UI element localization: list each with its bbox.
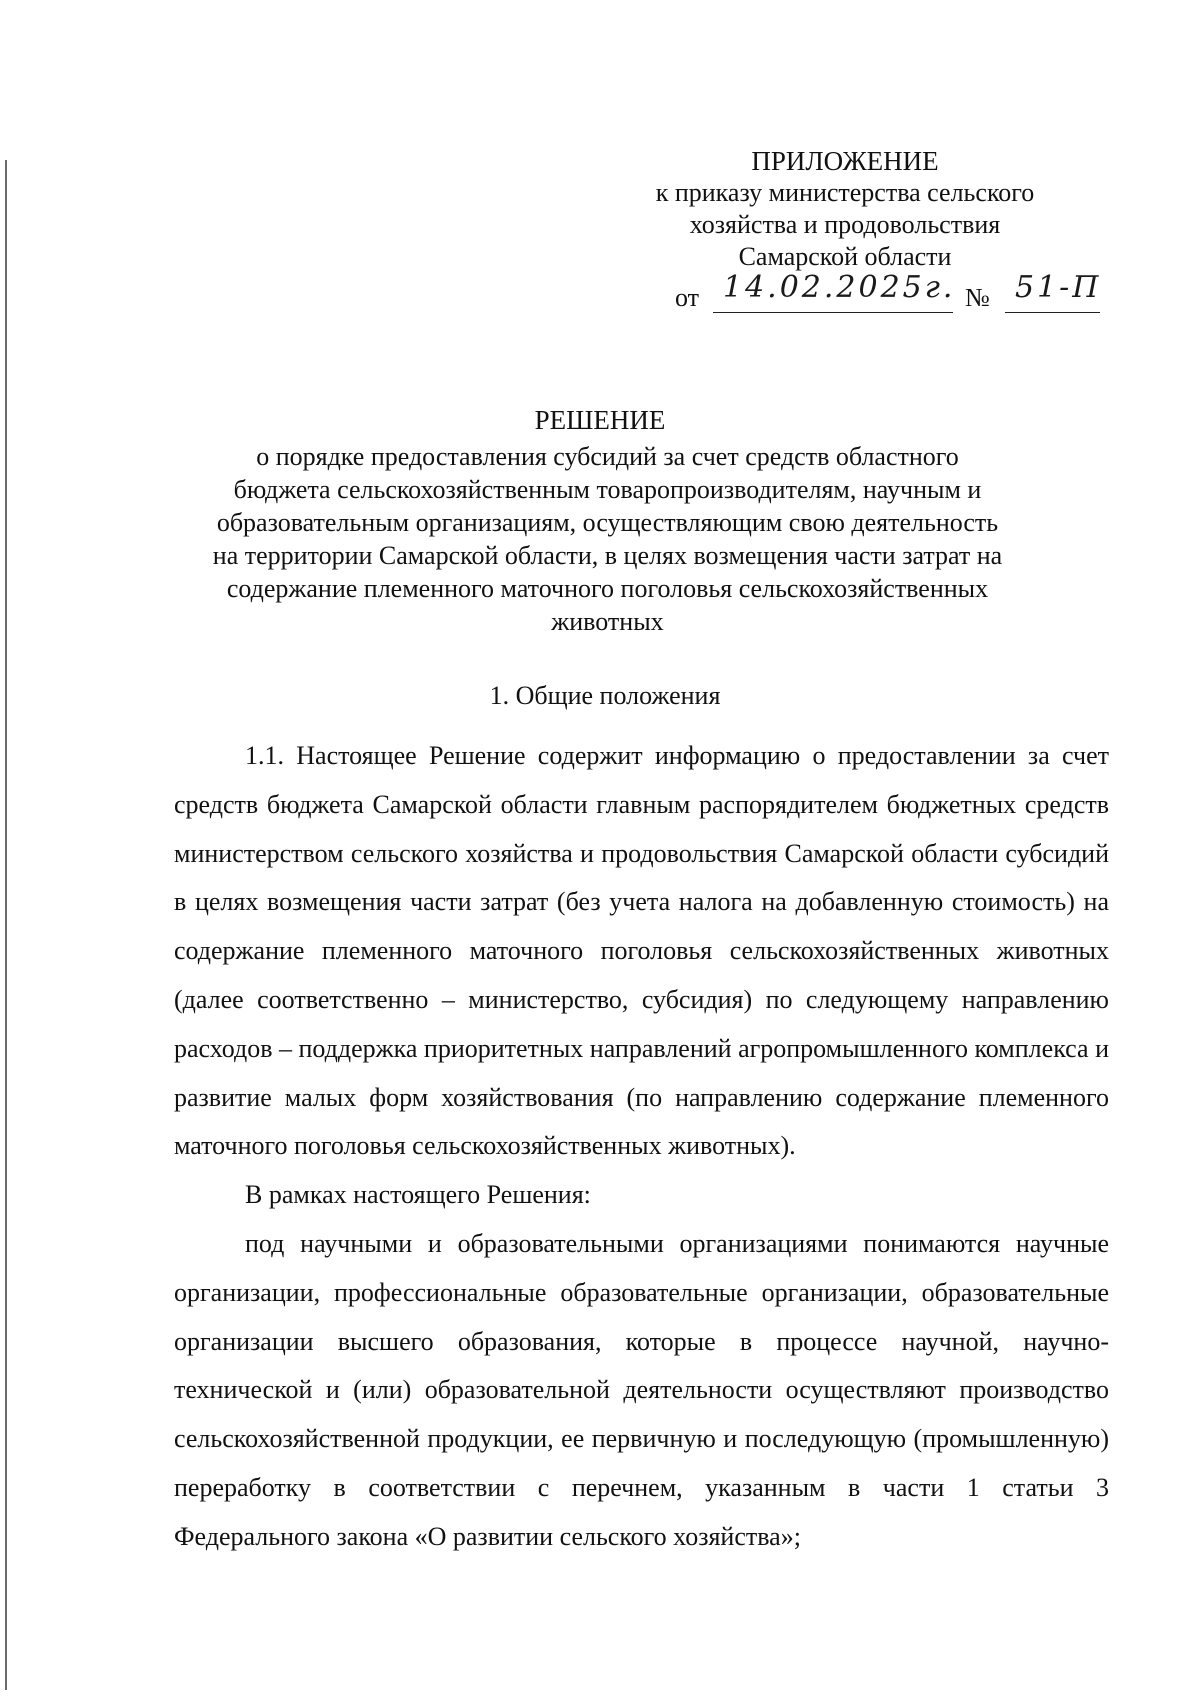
date-field [713,270,956,313]
decision-title: РЕШЕНИЕ [534,405,666,435]
appendix-line-3: Самарской области [738,242,952,271]
appendix-heading: ПРИЛОЖЕНИЕ [751,146,939,176]
handwritten-number: 51-П [1015,270,1102,305]
appendix-block [590,145,1100,273]
section-title: 1. Общие положения [489,681,721,710]
appendix-line-2: хозяйства и продовольствия [689,210,1001,239]
body-text [174,732,1109,1562]
handwritten-date: 14.02.2025г. [723,270,956,305]
paragraph-1-1: 1.1. Настоящее Решение содержит информацию о предоставлении за счет средств бюджета Самарской области главным распорядителем бюджетных средств министерством сельского хозяйства и продовольствия Самарской области субсидий в целях возмещения части затрат (без учета налога на добавленную стоимость) на содержание племенного маточного поголовья сельскохозяйственных животных (далее соответственно – министерство, субсидия) по следующему направлению расходов – поддержка приоритетных направлений агропромышленного комплекса и развитие малых форм хозяйствования (по направлению содержание племенного маточного поголовья сельскохозяйственных животных). [174,741,1109,1161]
number-field [1005,270,1102,313]
paragraph-scope: В рамках настоящего Решения: [245,1180,591,1210]
number-prefix: № [965,283,990,312]
scan-edge-line [5,160,7,1690]
date-prefix: от [675,283,700,312]
order-date-number-line [675,270,1135,316]
appendix-line-1: к приказу министерства сельского [655,178,1035,207]
decision-subtitle: о порядке предоставления субсидий за счет средств областного бюджета сельскохозяйственным товаропроизводителям, научным и образовательным организациям, осуществляющим свою деятельность на территории Самарской области, в целях возмещения части затрат на содержание племенного маточного поголовья сельскохозяйственных животных [212,442,1003,636]
paragraph-definition: под научными и образовательными организациями понимаются научные организации, профессиональные образовательные организации, образовательные организации высшего образования, которые в процессе научной, научно-технической и (или) образовательной деятельности осуществляют производство сельскохозяйственной продукции, ее первичную и последующую (промышленную) переработку в соответствии с перечнем, указанным в части 1 статьи 3 Федерального закона «О развитии сельского хозяйства»; [174,1228,1109,1551]
